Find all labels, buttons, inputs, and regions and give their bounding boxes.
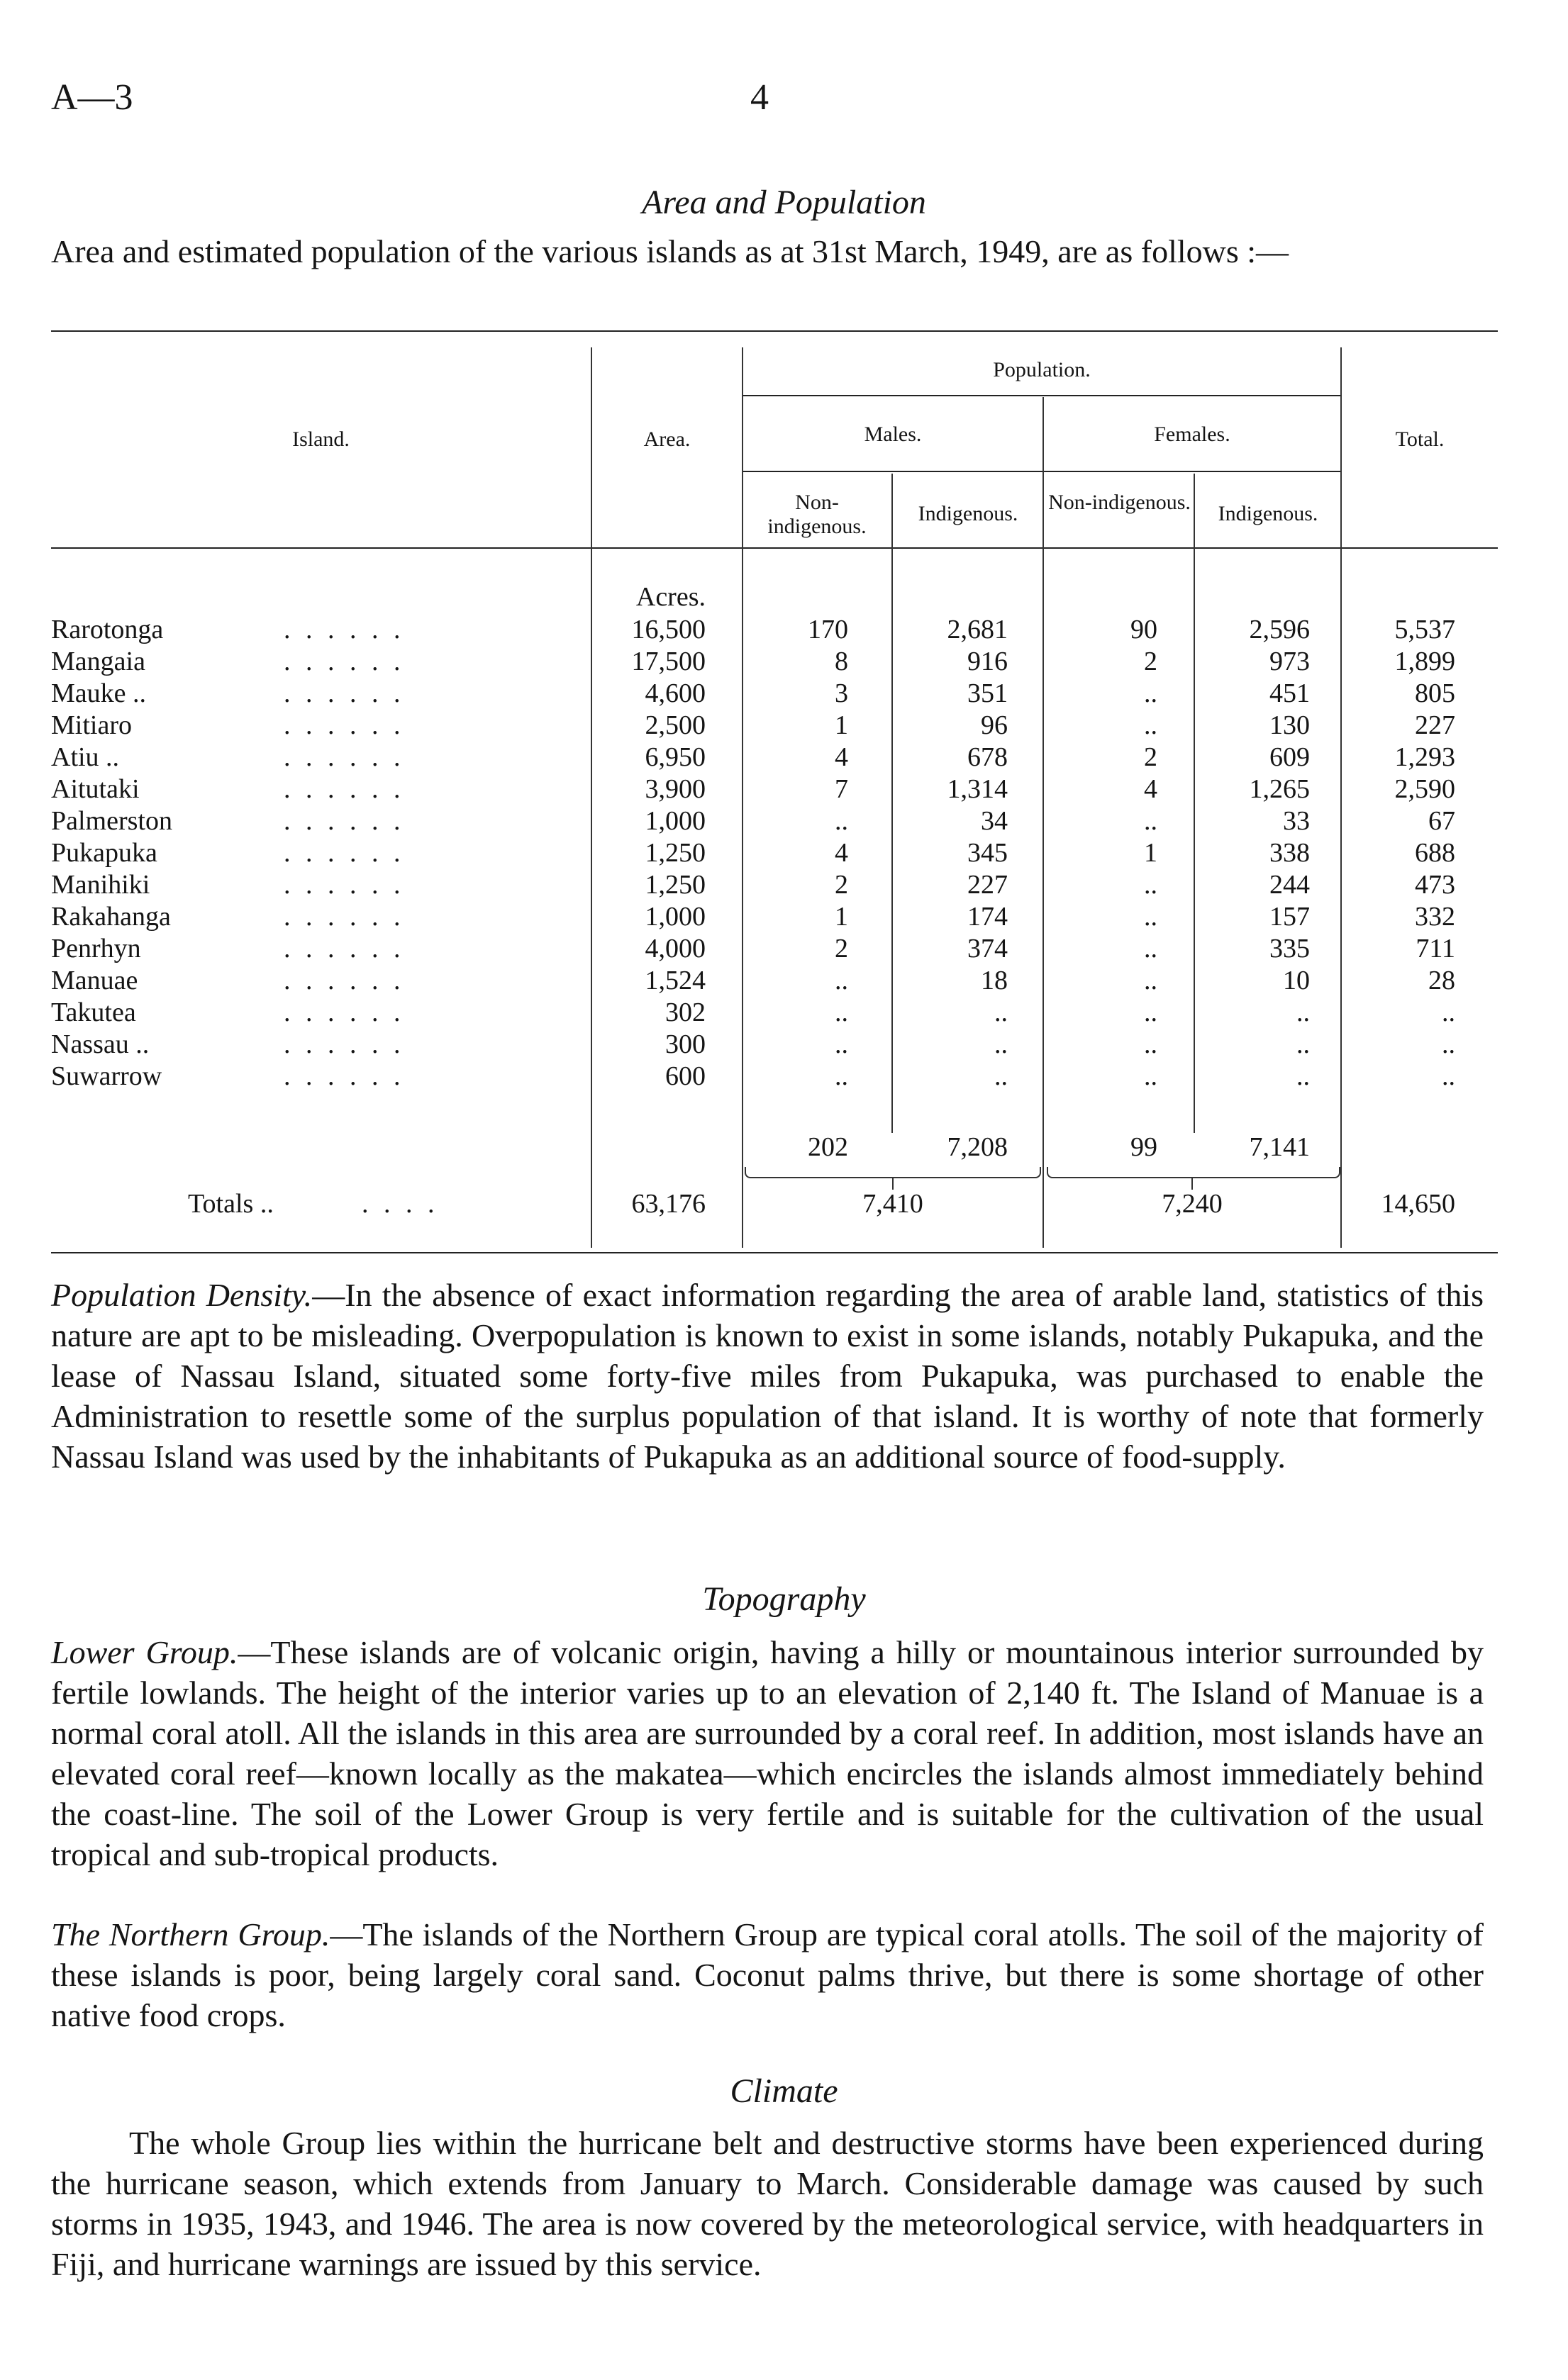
total-females: 7,240 [1162, 1189, 1223, 1219]
density-lead: Population Density. [51, 1277, 313, 1313]
header-population: Population. [993, 358, 1091, 381]
cell-total: 227 [1415, 710, 1455, 740]
cell-island: Suwarrow [51, 1061, 162, 1091]
cell-area: 16,500 [631, 615, 706, 644]
cell-total: 332 [1415, 902, 1455, 932]
cell-area: 6,950 [645, 742, 706, 772]
cell-total: 688 [1415, 838, 1455, 868]
cell-area: 300 [665, 1029, 706, 1059]
cell-males-non-indigenous: 2 [835, 870, 848, 900]
cell-males-non-indigenous: 4 [835, 742, 848, 772]
cell-total: 5,537 [1394, 615, 1455, 644]
cell-males-non-indigenous: 1 [835, 710, 848, 740]
cell-island: Manuae [51, 966, 138, 995]
leader-dots: . . . . . . [284, 806, 405, 836]
header-bottom-rule [51, 547, 1498, 549]
lower-group-paragraph [51, 1632, 1484, 1875]
females-bracket [1047, 1167, 1340, 1178]
cell-females-indigenous: 335 [1269, 934, 1310, 963]
cell-island: Rakahanga [51, 902, 171, 932]
cell-females-non-indigenous: .. [1144, 710, 1157, 740]
header-area: Area. [643, 428, 691, 451]
cell-females-indigenous: 2,596 [1249, 615, 1310, 644]
cell-males-non-indigenous: 8 [835, 647, 848, 676]
lower-group-text: —These islands are of volcanic origin, having a hilly or mountainous interior surrounded by fertile lowlands. The height of the interior varies up to an elevation of 2,140 ft. The Island of Manuae is a normal coral atoll. All the islands in this area are surrounded by a coral reef. In addition, most islands have an elevated coral reef—known locally as the makatea—which encircles the islands almost immediately behind the coast-line. The soil of the Lower Group is very fertile and is suitable for the cultivation of the usual tropical and sub-tropical products. [51, 1634, 1484, 1872]
cell-females-indigenous: .. [1296, 1029, 1310, 1059]
cell-area: 4,600 [645, 678, 706, 708]
cell-females-non-indigenous: 4 [1144, 774, 1157, 804]
cell-females-indigenous: 338 [1269, 838, 1310, 868]
cell-area: 1,250 [645, 838, 706, 868]
cell-females-non-indigenous: .. [1144, 934, 1157, 963]
cell-total: 2,590 [1394, 774, 1455, 804]
cell-island: Mangaia [51, 647, 145, 676]
cell-males-non-indigenous: 170 [808, 615, 848, 644]
subtotal-males-non-indigenous: 202 [808, 1132, 848, 1162]
cell-island: Penrhyn [51, 934, 141, 963]
cell-males-indigenous: 18 [981, 966, 1008, 995]
population-rule [742, 395, 1340, 396]
header-females: Females. [1154, 423, 1230, 446]
subtotal-females-non-indigenous: 99 [1130, 1132, 1157, 1162]
cell-total: 28 [1428, 966, 1455, 995]
cell-females-indigenous: 609 [1269, 742, 1310, 772]
total-population: 14,650 [1381, 1189, 1455, 1219]
cell-area: 1,000 [645, 902, 706, 932]
cell-females-indigenous: 10 [1283, 966, 1310, 995]
header-males: Males. [864, 423, 922, 446]
leader-dots: . . . . . . [284, 998, 405, 1027]
cell-males-indigenous: 227 [967, 870, 1008, 900]
cell-males-indigenous: .. [994, 1029, 1008, 1059]
cell-females-non-indigenous: .. [1144, 806, 1157, 836]
density-text: —In the absence of exact information regarding the area of arable land, statistics of this nature are apt to be misleading. Overpopulation is known to exist in some islands, notably Pukapuka, and the lease of Nassau Island, situated some forty-five miles from Pukapuka, was purchased to enable the Administration to resettle some of the surplus population of that island. It is worthy of note that formerly Nassau Island was used by the inhabitants of Pukapuka as an additional source of food-supply. [51, 1277, 1484, 1475]
northern-group-text: —The islands of the Northern Group are typical coral atolls. The soil of the majority of these islands is poor, being largely coral sand. Coconut palms thrive, but there is some shortage of other native food crops. [51, 1916, 1484, 2033]
cell-males-indigenous: 34 [981, 806, 1008, 836]
cell-males-non-indigenous: 1 [835, 902, 848, 932]
northern-group-paragraph [51, 1914, 1484, 2035]
cell-males-indigenous: 174 [967, 902, 1008, 932]
cell-total: 473 [1415, 870, 1455, 900]
leader-dots: . . . . . . [284, 647, 405, 676]
cell-females-non-indigenous: 1 [1144, 838, 1157, 868]
cell-area: 302 [665, 998, 706, 1027]
cell-area: 600 [665, 1061, 706, 1091]
cell-males-indigenous: 1,314 [947, 774, 1008, 804]
cell-males-non-indigenous: .. [835, 998, 848, 1027]
cell-males-non-indigenous: .. [835, 1061, 848, 1091]
leader-dots: . . . . . . [284, 615, 405, 644]
cell-island: Pukapuka [51, 838, 157, 868]
cell-females-indigenous: 244 [1269, 870, 1310, 900]
cell-total: 1,899 [1394, 647, 1455, 676]
cell-island: Nassau .. [51, 1029, 150, 1059]
cell-males-non-indigenous: .. [835, 1029, 848, 1059]
northern-group-lead: The Northern Group. [51, 1916, 330, 1952]
header-males-indigenous: Indigenous. [918, 502, 1018, 525]
section-title-climate: Climate [730, 2072, 838, 2110]
cell-area: 1,250 [645, 870, 706, 900]
header-males-non-indigenous: Non-indigenous. [767, 491, 867, 538]
leader-dots: . . . . . . [284, 710, 405, 740]
cell-females-indigenous: 157 [1269, 902, 1310, 932]
cell-females-indigenous: 1,265 [1249, 774, 1310, 804]
cell-males-non-indigenous: 2 [835, 934, 848, 963]
cell-total: 711 [1416, 934, 1455, 963]
header-females-indigenous: Indigenous. [1218, 502, 1318, 525]
density-paragraph [51, 1275, 1484, 1477]
cell-females-non-indigenous: 2 [1144, 742, 1157, 772]
cell-total: 805 [1415, 678, 1455, 708]
leader-dots: . . . . . . [284, 1029, 405, 1059]
cell-females-non-indigenous: .. [1144, 678, 1157, 708]
totals-label: Totals .. [188, 1189, 274, 1219]
leader-dots: . . . . . . [284, 934, 405, 963]
cell-island: Atiu .. [51, 742, 120, 772]
cell-island: Rarotonga [51, 615, 164, 644]
males-bracket [745, 1167, 1041, 1178]
cell-males-indigenous: 916 [967, 647, 1008, 676]
cell-males-non-indigenous: 3 [835, 678, 848, 708]
cell-males-indigenous: .. [994, 1061, 1008, 1091]
cell-males-non-indigenous: .. [835, 966, 848, 995]
total-males: 7,410 [862, 1189, 923, 1219]
cell-females-non-indigenous: .. [1144, 870, 1157, 900]
sex-rule [742, 471, 1340, 472]
cell-area: 4,000 [645, 934, 706, 963]
cell-males-non-indigenous: 7 [835, 774, 848, 804]
cell-females-non-indigenous: .. [1144, 902, 1157, 932]
section-title-topography: Topography [702, 1580, 866, 1618]
cell-females-indigenous: 130 [1269, 710, 1310, 740]
total-area: 63,176 [631, 1189, 706, 1219]
cell-females-indigenous: .. [1296, 1061, 1310, 1091]
document-reference: A—3 [51, 77, 133, 118]
cell-area: 1,524 [645, 966, 706, 995]
leader-dots: . . . . . . [284, 1061, 405, 1091]
leader-dots: . . . . . . [284, 870, 405, 900]
cell-females-non-indigenous: .. [1144, 1061, 1157, 1091]
cell-females-non-indigenous: 90 [1130, 615, 1157, 644]
section-title-area-population: Area and Population [642, 184, 926, 221]
page-number: 4 [750, 77, 769, 118]
intro-paragraph: Area and estimated population of the various islands as at 31st March, 1949, are as follows :— [51, 233, 1289, 269]
leader-dots: . . . . . . [284, 902, 405, 932]
cell-females-non-indigenous: .. [1144, 1029, 1157, 1059]
table-bottom-rule [51, 1252, 1498, 1253]
cell-total: .. [1442, 998, 1455, 1027]
header-island: Island. [292, 428, 350, 451]
cell-area: 1,000 [645, 806, 706, 836]
cell-island: Palmerston [51, 806, 172, 836]
lower-group-lead: Lower Group. [51, 1634, 238, 1670]
header-total: Total. [1395, 428, 1445, 451]
cell-males-indigenous: 351 [967, 678, 1008, 708]
cell-males-indigenous: 2,681 [947, 615, 1008, 644]
cell-females-indigenous: 973 [1269, 647, 1310, 676]
totals-leader-dots: . . . . [362, 1189, 439, 1219]
cell-area: 3,900 [645, 774, 706, 804]
cell-island: Takutea [51, 998, 136, 1027]
table-top-rule [51, 330, 1498, 332]
cell-males-indigenous: .. [994, 998, 1008, 1027]
cell-males-indigenous: 345 [967, 838, 1008, 868]
cell-island: Mitiaro [51, 710, 132, 740]
cell-males-non-indigenous: 4 [835, 838, 848, 868]
cell-area: 17,500 [631, 647, 706, 676]
cell-males-indigenous: 678 [967, 742, 1008, 772]
cell-males-indigenous: 374 [967, 934, 1008, 963]
cell-island: Manihiki [51, 870, 150, 900]
subtotal-females-indigenous: 7,141 [1249, 1132, 1310, 1162]
cell-males-indigenous: 96 [981, 710, 1008, 740]
leader-dots: . . . . . . [284, 678, 405, 708]
header-females-non-indigenous: Non-indigenous. [1048, 491, 1191, 514]
leader-dots: . . . . . . [284, 774, 405, 804]
cell-females-indigenous: 33 [1283, 806, 1310, 836]
cell-females-non-indigenous: 2 [1144, 647, 1157, 676]
climate-paragraph: The whole Group lies within the hurricane belt and destructive storms have been experienced during the hurricane season, which extends from January to March. Considerable damage was caused by such storms in 1935, 1943, and 1946. The area is now covered by the meteorological service, with headquarters in Fiji, and hurricane warnings are issued by this service. [51, 2125, 1484, 2282]
cell-females-indigenous: .. [1296, 998, 1310, 1027]
cell-females-non-indigenous: .. [1144, 998, 1157, 1027]
cell-females-indigenous: 451 [1269, 678, 1310, 708]
cell-island: Aitutaki [51, 774, 140, 804]
cell-total: .. [1442, 1029, 1455, 1059]
leader-dots: . . . . . . [284, 838, 405, 868]
area-unit: Acres. [635, 582, 706, 612]
cell-total: 1,293 [1394, 742, 1455, 772]
cell-total: 67 [1428, 806, 1455, 836]
cell-males-non-indigenous: .. [835, 806, 848, 836]
cell-island: Mauke .. [51, 678, 147, 708]
cell-females-non-indigenous: .. [1144, 966, 1157, 995]
subtotal-males-indigenous: 7,208 [947, 1132, 1008, 1162]
leader-dots: . . . . . . [284, 966, 405, 995]
leader-dots: . . . . . . [284, 742, 405, 772]
cell-total: .. [1442, 1061, 1455, 1091]
cell-area: 2,500 [645, 710, 706, 740]
